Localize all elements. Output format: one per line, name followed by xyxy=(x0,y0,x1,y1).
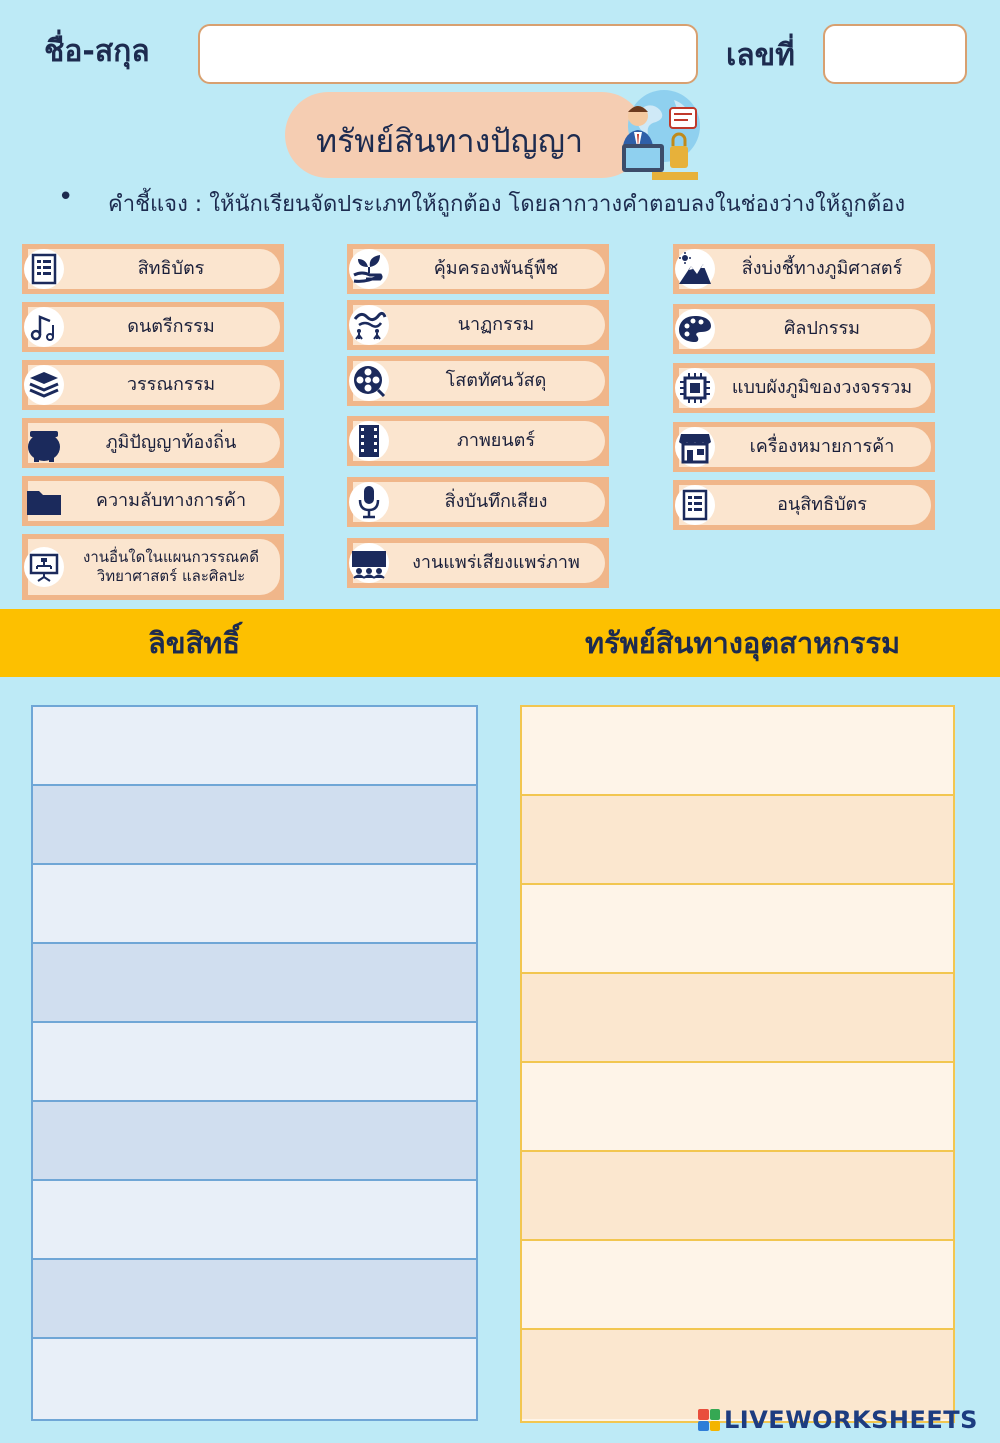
palette-icon xyxy=(675,309,715,349)
tile-label: อนุสิทธิบัตร xyxy=(777,493,867,515)
drop-slot[interactable] xyxy=(522,1241,953,1330)
tile-label: สิทธิบัตร xyxy=(137,257,205,279)
number-label: เลขที่ xyxy=(726,38,795,73)
tile-label: วรรณกรรม xyxy=(126,373,216,395)
presentation-board-icon xyxy=(24,547,64,587)
tile-label: ศิลปกรรม xyxy=(784,317,860,339)
film-strip-icon xyxy=(349,421,389,461)
drop-slot[interactable] xyxy=(522,707,953,796)
category-copyright: ลิขสิทธิ์ xyxy=(148,626,241,660)
document-list-icon xyxy=(24,249,64,289)
cauldron-icon xyxy=(24,423,64,463)
tile-label: แบบผังภูมิของวงจรรวม xyxy=(731,376,913,398)
tile-broadcast[interactable] xyxy=(347,538,609,588)
tile-local-wisdom[interactable] xyxy=(22,418,284,468)
industrial-property-drop-zone xyxy=(520,705,955,1423)
tile-artistic-works[interactable] xyxy=(673,304,935,354)
tile-label: ความลับทางการค้า xyxy=(95,489,247,511)
chip-icon xyxy=(675,368,715,408)
instruction-bullet: • xyxy=(58,182,74,212)
drop-slot[interactable] xyxy=(33,707,476,786)
drop-slot[interactable] xyxy=(522,1063,953,1152)
tile-other-works[interactable] xyxy=(22,534,284,600)
drop-slot[interactable] xyxy=(33,1260,476,1339)
tile-label: ภาพยนตร์ xyxy=(456,429,536,451)
folder-icon xyxy=(24,481,64,521)
mountain-icon xyxy=(675,249,715,289)
tile-label: สิ่งบ่งชี้ทางภูมิศาสตร์ xyxy=(741,257,903,279)
tile-label: เครื่องหมายการค้า xyxy=(749,435,895,457)
drop-slot[interactable] xyxy=(33,1102,476,1181)
tile-label: โสตทัศนวัสดุ xyxy=(445,369,547,391)
drop-slot[interactable] xyxy=(522,1152,953,1241)
page-title: ทรัพย์สินทางปัญญา xyxy=(316,122,584,160)
tile-patent[interactable] xyxy=(22,244,284,294)
book-stack-icon xyxy=(24,365,64,405)
instruction-text: คำชี้แจง : ให้นักเรียนจัดประเภทให้ถูกต้อง โดยลากวางคำตอบลงในช่องว่างให้ถูกต้อง xyxy=(108,192,906,217)
tile-plant-variety[interactable] xyxy=(347,244,609,294)
brand-text: LIVEWORKSHEETS xyxy=(724,1406,978,1434)
drop-slot[interactable] xyxy=(33,786,476,865)
globe-businessman-icon xyxy=(612,86,704,184)
dragon-dance-icon xyxy=(349,305,389,345)
film-reel-icon xyxy=(349,361,389,401)
storefront-icon xyxy=(675,427,715,467)
drop-slot[interactable] xyxy=(33,1023,476,1102)
plant-hand-icon xyxy=(349,249,389,289)
tile-label: งานอื่นใดในแผนกวรรณคดี วิทยาศาสตร์ และศิลปะ xyxy=(83,548,259,585)
tile-label: ดนตรีกรรม xyxy=(127,315,215,337)
tile-sound-recording[interactable] xyxy=(347,477,609,527)
drop-slot[interactable] xyxy=(33,1339,476,1418)
tile-integrated-circuit[interactable] xyxy=(673,363,935,413)
number-input[interactable] xyxy=(823,24,967,84)
tile-label: สิ่งบันทึกเสียง xyxy=(444,490,548,512)
tile-choreography[interactable] xyxy=(347,300,609,350)
tile-trade-secret[interactable] xyxy=(22,476,284,526)
tile-label: คุ้มครองพันธุ์พืช xyxy=(433,257,559,279)
drop-slot[interactable] xyxy=(522,796,953,885)
tile-music[interactable] xyxy=(22,302,284,352)
tile-label: นาฏกรรม xyxy=(457,313,535,335)
drop-slot[interactable] xyxy=(522,885,953,974)
music-note-icon xyxy=(24,307,64,347)
drop-slot[interactable] xyxy=(33,1181,476,1260)
tile-label: ภูมิปัญญาท้องถิ่น xyxy=(105,431,237,453)
liveworksheets-brand xyxy=(698,1406,978,1434)
tile-petty-patent[interactable] xyxy=(673,480,935,530)
name-label: ชื่อ-สกุล xyxy=(44,34,150,69)
audience-screen-icon xyxy=(349,543,389,583)
microphone-icon xyxy=(349,482,389,522)
drop-slot[interactable] xyxy=(522,974,953,1063)
tile-audiovisual[interactable] xyxy=(347,356,609,406)
document-list-icon xyxy=(675,485,715,525)
drop-slot[interactable] xyxy=(33,944,476,1023)
tile-cinema[interactable] xyxy=(347,416,609,466)
liveworksheets-logo-icon xyxy=(698,1409,720,1431)
drop-slot[interactable] xyxy=(33,865,476,944)
tile-label: งานแพร่เสียงแพร่ภาพ xyxy=(412,551,580,573)
tile-trademark[interactable] xyxy=(673,422,935,472)
tile-literature[interactable] xyxy=(22,360,284,410)
copyright-drop-zone xyxy=(31,705,478,1421)
name-input[interactable] xyxy=(198,24,698,84)
tile-geographical-indication[interactable] xyxy=(673,244,935,294)
category-industrial-property: ทรัพย์สินทางอุตสาหกรรม xyxy=(585,626,901,660)
